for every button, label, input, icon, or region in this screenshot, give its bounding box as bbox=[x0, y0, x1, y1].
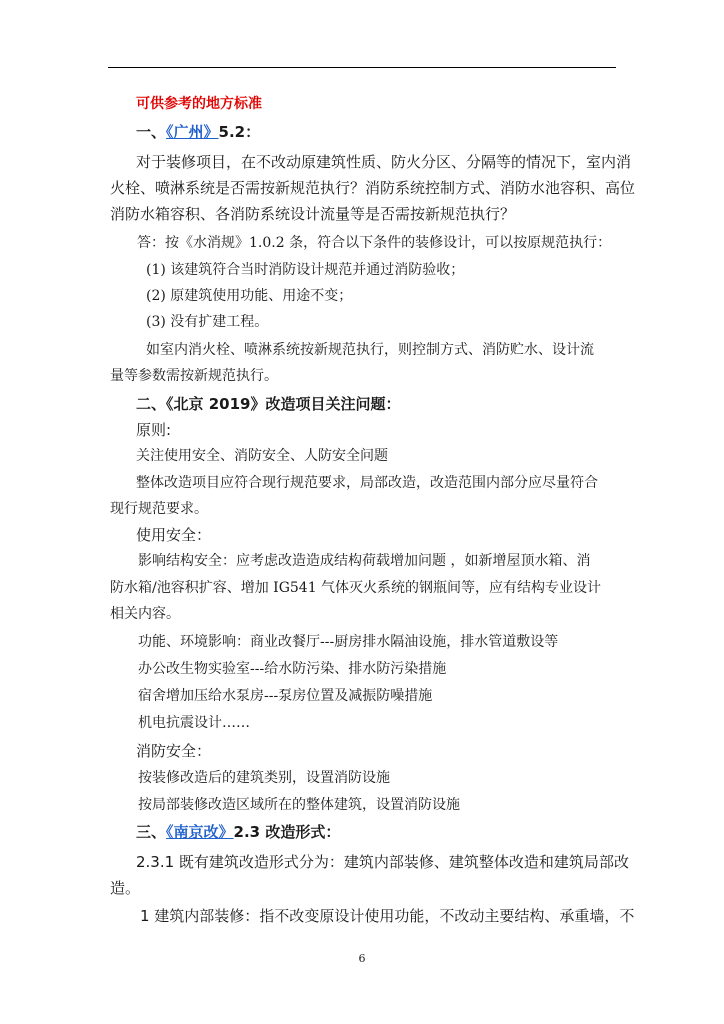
principle-line: 关注使用安全、消防安全、人防安全问题 bbox=[136, 448, 388, 464]
fire-line: 按装修改造后的建筑类别，设置消防设施 bbox=[138, 770, 390, 786]
question-line: 火栓、喷淋系统是否需按新规范执行？消防系统控制方式、消防水池容积、高位 bbox=[110, 179, 636, 197]
principle-line: 现行规范要求。 bbox=[110, 501, 208, 517]
note-line: 量等参数需按新规范执行。 bbox=[110, 368, 278, 384]
usage-line: 办公改生物实验室---给水防污染、排水防污染措施 bbox=[138, 661, 447, 677]
usage-line: 宿舍增加压给水泵房---泵房位置及减振防噪措施 bbox=[138, 688, 433, 704]
nanjing-paragraph-line: 造。 bbox=[110, 879, 141, 897]
nanjing-paragraph-line: 2.3.1 既有建筑改造形式分为：建筑内部装修、建筑整体改造和建筑局部改 bbox=[136, 853, 629, 871]
usage-line: 相关内容。 bbox=[110, 606, 180, 622]
principle-line: 整体改造项目应符合现行规范要求，局部改造，改造范围内部分应尽量符合 bbox=[136, 475, 598, 491]
nanjing-paragraph-line: 1 建筑内部装修：指不改变原设计使用功能，不改动主要结构、承重墙，不 bbox=[140, 907, 635, 925]
section-prefix: 一、 bbox=[136, 123, 167, 141]
usage-label: 使用安全： bbox=[136, 526, 212, 544]
section-suffix: 2.3 改造形式： bbox=[233, 823, 341, 841]
page-heading: 可供参考的地方标准 bbox=[136, 96, 262, 112]
usage-line: 机电抗震设计…… bbox=[138, 715, 250, 731]
header-rule bbox=[108, 67, 616, 68]
answer-item: (2) 原建筑使用功能、用途不变； bbox=[146, 288, 353, 304]
note-line: 如室内消火栓、喷淋系统按新规范执行，则控制方式、消防贮水、设计流 bbox=[146, 342, 594, 358]
answer-item: (1) 该建筑符合当时消防设计规范并通过消防验收； bbox=[146, 262, 465, 278]
question-line: 对于装修项目，在不改动原建筑性质、防火分区、分隔等的情况下，室内消 bbox=[136, 153, 632, 171]
fire-label: 消防安全： bbox=[136, 742, 212, 760]
section-beijing-title: 二、《北京 2019》改造项目关注问题： bbox=[136, 395, 401, 413]
usage-line: 功能、环境影响：商业改餐厅---厨房排水隔油设施，排水管道敷设等 bbox=[138, 634, 559, 650]
answer-line: 答：按《水消规》1.0.2 条，符合以下条件的装修设计，可以按原规范执行： bbox=[137, 235, 612, 251]
fire-line: 按局部装修改造区域所在的整体建筑，设置消防设施 bbox=[138, 797, 460, 813]
guangzhou-link[interactable]: 《广州》 bbox=[166, 123, 219, 141]
nanjing-link[interactable]: 《南京改》 bbox=[166, 823, 234, 841]
usage-line: 防水箱/池容积扩容、增加 IG541 气体灭火系统的钢瓶间等，应有结构专业设计 bbox=[110, 580, 602, 596]
page-number: 6 bbox=[358, 952, 366, 965]
section-guangzhou-title bbox=[136, 122, 260, 142]
principle-label: 原则: bbox=[136, 421, 172, 439]
section-nanjing-title bbox=[136, 822, 340, 842]
question-line: 消防水箱容积、各消防系统设计流量等是否需按新规范执行？ bbox=[110, 205, 516, 223]
usage-line: 影响结构安全：应考虑改造造成结构荷载增加问题 ，如新增屋顶水箱、消 bbox=[138, 553, 591, 569]
section-prefix: 三、 bbox=[136, 823, 167, 841]
section-suffix: 5.2： bbox=[218, 123, 261, 141]
answer-item: (3) 没有扩建工程。 bbox=[146, 314, 269, 330]
